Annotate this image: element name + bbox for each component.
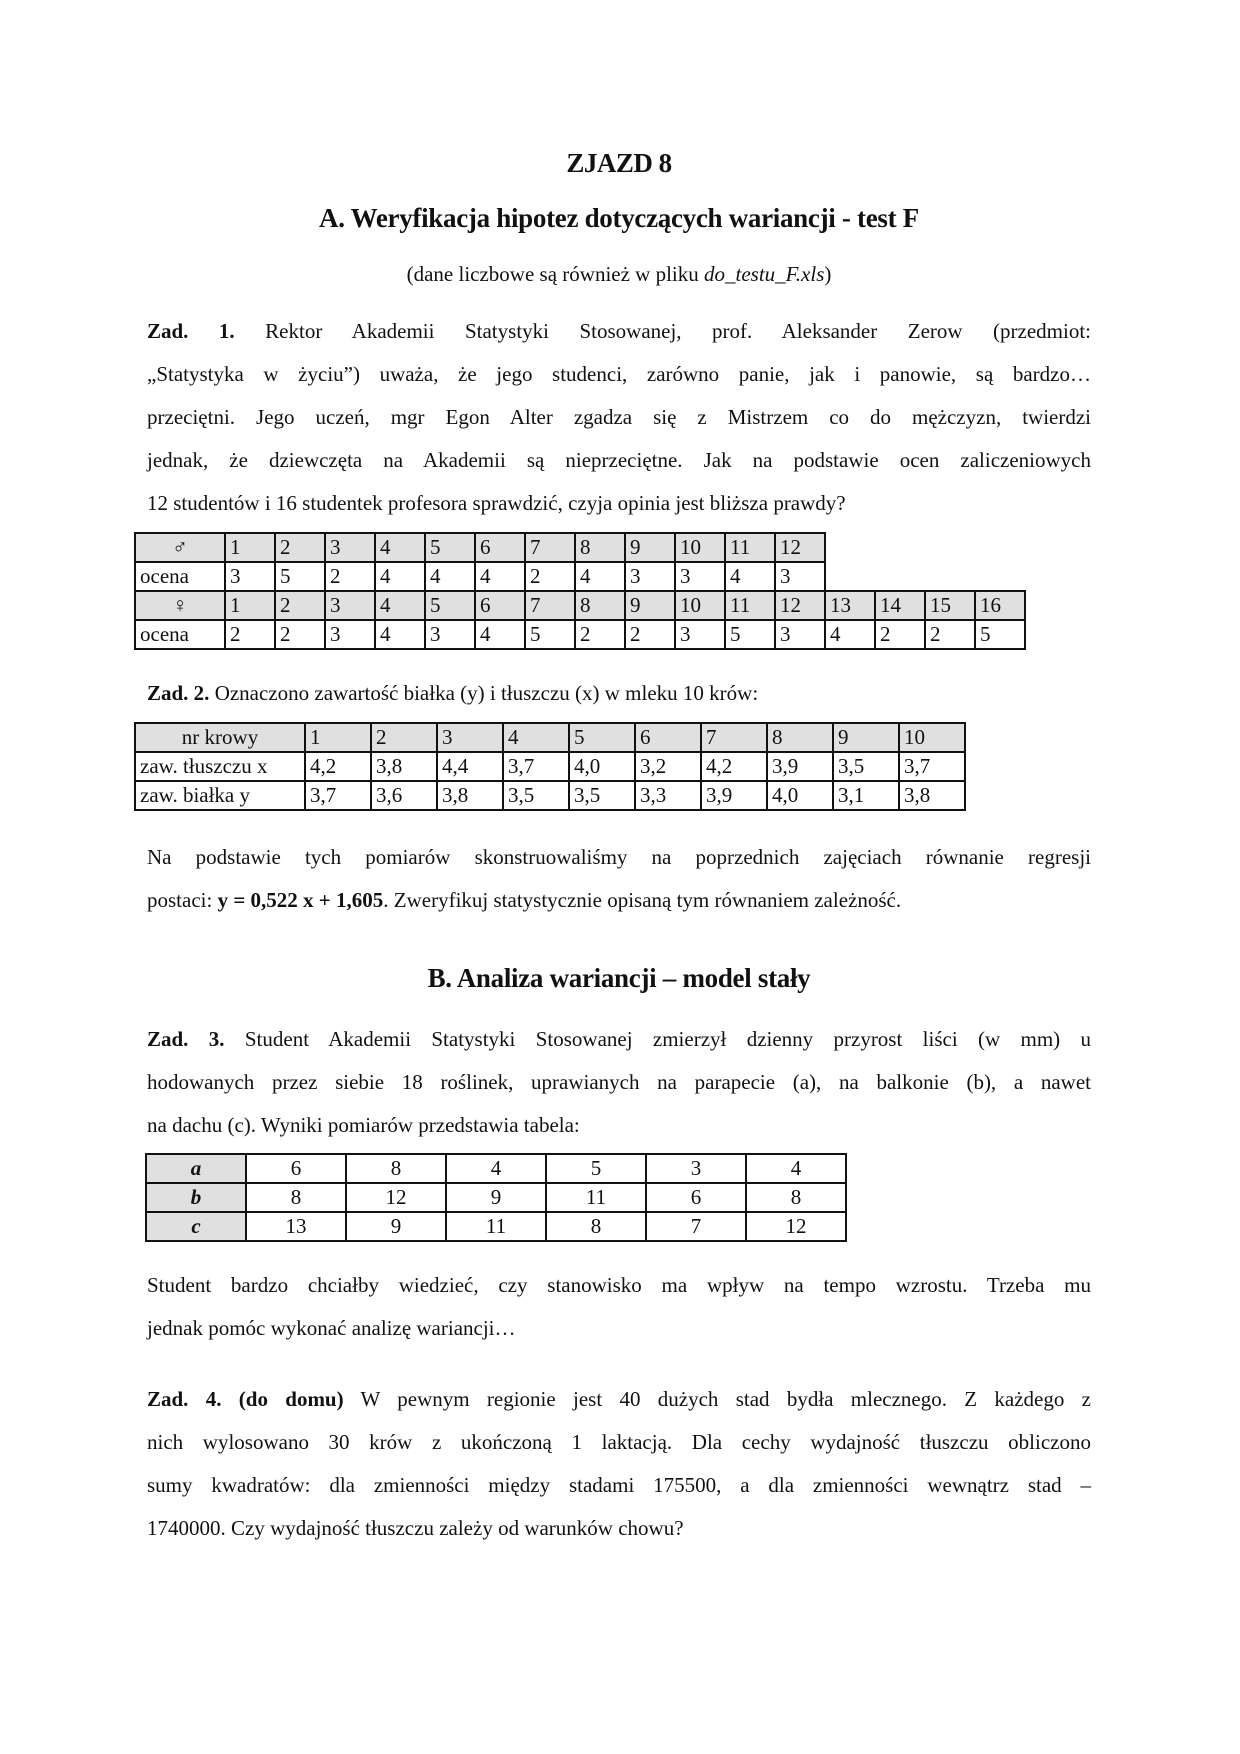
task3-label: Zad. 3. [147,1027,225,1051]
table-cell: 11 [725,591,775,620]
table-cell: 3,8 [899,781,965,810]
table-cell: 10 [675,533,725,562]
table-cell: 4,2 [305,752,371,781]
table-cell: 3,5 [833,752,899,781]
empty-cell [975,533,1025,562]
table-cell: 8 [575,591,625,620]
table-cell: 8 [767,723,833,752]
table-cell: 3 [325,533,375,562]
table-cell: 11 [725,533,775,562]
table-cell: 4 [475,620,525,649]
task4-text: Zad. 4. (do domu) W pewnym regionie jest 40 dużych stad bydła mlecznego. Z każdego z nich wylosowano 30 krów z ukończoną 1 laktacją. Dla cechy wydajność tłuszczu obliczono sumy kwadratów: dla zmienności między stadami 175500, a dla zmienności wewnątrz stad – 1740000. Czy wydajność tłuszczu zależy od warunków chowu? [147,1387,1091,1540]
section-b-heading: B. Analiza wariancji – model stały [427,963,811,993]
section-a-note: (dane liczbowe są również w pliku do_testu_F.xls) [406,262,832,286]
table-cell: 5 [975,620,1025,649]
task2-label: Zad. 2. [147,681,210,705]
table-cell: 3 [646,1154,746,1183]
table-cell: 2 [225,620,275,649]
table-cell: 2 [625,620,675,649]
table-cell: 3 [425,620,475,649]
empty-cell [975,562,1025,591]
table-cell: 7 [525,533,575,562]
task4-label: Zad. 4. (do domu) [147,1387,344,1411]
table-cell: 3 [625,562,675,591]
male-symbol-icon: ♂ [135,533,225,562]
table-cell: 2 [525,562,575,591]
table-cell: 3,8 [371,752,437,781]
table-cell: 3,7 [899,752,965,781]
table-row [135,620,1025,649]
empty-cell [925,533,975,562]
table-cell: 4 [446,1154,546,1183]
table-cell: 2 [371,723,437,752]
table-cell: 5 [425,533,475,562]
table-cell: 12 [775,533,825,562]
table-cell: 3,9 [767,752,833,781]
table-cell: 9 [446,1183,546,1212]
table-cell: 4 [375,620,425,649]
page-title: ZJAZD 8 [566,148,672,178]
table-cell: 8 [746,1183,846,1212]
table-cell: 5 [569,723,635,752]
table-cell: 3 [775,620,825,649]
table-row [135,591,1025,620]
table-cell: 12 [346,1183,446,1212]
table-cell: 3 [325,620,375,649]
table-row [135,752,965,781]
table-cell: 7 [525,591,575,620]
empty-cell [825,533,875,562]
row-label: zaw. białka y [135,781,305,810]
task3-after-text: Student bardzo chciałby wiedzieć, czy stanowisko ma wpływ na tempo wzrostu. Trzeba mu jednak pomóc wykonać analizę wariancji… [147,1273,1091,1340]
table-cell: 3 [675,562,725,591]
table-cell: 3,7 [503,752,569,781]
task3-text: Zad. 3. Student Akademii Statystyki Stosowanej zmierzył dzienny przyrost liści (w mm) u hodowanych przez siebie 18 roślinek, uprawianych na parapecie (a), na balkonie (b), a nawet na dachu (c). Wyniki pomiarów przedstawia tabela: [147,1027,1091,1137]
table-row [135,723,965,752]
grades-table [134,532,1026,650]
table-cell: 9 [625,591,675,620]
table-cell: 3,2 [635,752,701,781]
table-cell: 4 [375,562,425,591]
table-cell: 4 [425,562,475,591]
table-cell: 4,2 [701,752,767,781]
table-cell: 10 [899,723,965,752]
table-cell: 12 [746,1212,846,1241]
table-cell: 3,7 [305,781,371,810]
table-cell: 2 [275,620,325,649]
table-cell: 4,4 [437,752,503,781]
regression-equation: y = 0,522 x + 1,605 [217,888,384,912]
table-row [146,1154,846,1183]
row-label: zaw. tłuszczu x [135,752,305,781]
task1-text: Zad. 1. Rektor Akademii Statystyki Stosowanej, prof. Aleksander Zerow (przedmiot: „Statystyka w życiu”) uważa, że jego studenci, zarówno panie, jak i panowie, są bardzo… przeciętni. Jego uczeń, mgr Egon Alter zgadza się z Mistrzem co do mężczyzn, twierdzi jednak, że dziewczęta na Akademii są nieprzeciętne. Jak na podstawie ocen zaliczeniowych 12 studentów i 16 studentek profesora sprawdzić, czyja opinia jest bliższa prawdy? [147,319,1092,515]
table-cell: 6 [246,1154,346,1183]
table-cell: 9 [833,723,899,752]
table-cell: 11 [446,1212,546,1241]
row-label: c [146,1212,246,1241]
table-cell: 8 [246,1183,346,1212]
cows-table [134,722,966,811]
table-cell: 13 [825,591,875,620]
table-cell: 10 [675,591,725,620]
table-cell: 1 [305,723,371,752]
table-cell: 3 [325,591,375,620]
table-cell: 6 [646,1183,746,1212]
table-cell: 13 [246,1212,346,1241]
table-cell: 5 [525,620,575,649]
empty-cell [825,562,875,591]
table-cell: 3,5 [503,781,569,810]
table-cell: 4 [375,591,425,620]
empty-cell [875,562,925,591]
table-cell: 3,1 [833,781,899,810]
table-cell: 4 [375,533,425,562]
female-symbol-icon: ♀ [135,591,225,620]
table-row [135,533,1025,562]
row-label: ocena [135,562,225,591]
table-row [135,562,1025,591]
table-cell: 3 [225,562,275,591]
table-cell: 11 [546,1183,646,1212]
table-cell: 4,0 [569,752,635,781]
table-cell: 9 [346,1212,446,1241]
table-cell: 4 [725,562,775,591]
table-cell: 16 [975,591,1025,620]
table-cell: 2 [275,591,325,620]
table-cell: 2 [575,620,625,649]
empty-cell [925,562,975,591]
section-a-heading: A. Weryfikacja hipotez dotyczących wariancji - test F [319,203,919,233]
table-row [135,781,965,810]
table-cell: 2 [325,562,375,591]
table-cell: 7 [701,723,767,752]
table-cell: 3,3 [635,781,701,810]
table-cell: 5 [725,620,775,649]
table-cell: 1 [225,591,275,620]
row-label: ocena [135,620,225,649]
table-cell: 9 [625,533,675,562]
table-cell: 4 [475,562,525,591]
table-cell: 2 [875,620,925,649]
table-cell: 4 [575,562,625,591]
row-label: nr krowy [135,723,305,752]
row-label: a [146,1154,246,1183]
table-cell: 14 [875,591,925,620]
table-cell: 2 [275,533,325,562]
table-row [146,1183,846,1212]
table-cell: 3 [437,723,503,752]
table-cell: 3 [775,562,825,591]
table-cell: 6 [475,591,525,620]
task1-label: Zad. 1. [147,319,235,343]
row-label: b [146,1183,246,1212]
file-name: do_testu_F.xls [704,262,825,286]
table-cell: 8 [546,1212,646,1241]
table-cell: 8 [346,1154,446,1183]
table-row [146,1212,846,1241]
table-cell: 1 [225,533,275,562]
task2-intro: Zad. 2. Oznaczono zawartość białka (y) i tłuszczu (x) w mleku 10 krów: [147,681,759,705]
table-cell: 3,6 [371,781,437,810]
table-cell: 3 [675,620,725,649]
task2-text: Na podstawie tych pomiarów skonstruowaliśmy na poprzednich zajęciach równanie regresji postaci: y = 0,522 x + 1,605. Zweryfikuj statystycznie opisaną tym równaniem zależność. [147,845,1091,912]
table-cell: 12 [775,591,825,620]
table-cell: 15 [925,591,975,620]
table-cell: 7 [646,1212,746,1241]
table-cell: 8 [575,533,625,562]
table-cell: 2 [925,620,975,649]
table-cell: 5 [425,591,475,620]
table-cell: 6 [635,723,701,752]
table-cell: 4,0 [767,781,833,810]
table-cell: 3,8 [437,781,503,810]
table-cell: 4 [746,1154,846,1183]
table-cell: 4 [503,723,569,752]
table-cell: 6 [475,533,525,562]
table-cell: 3,5 [569,781,635,810]
table-cell: 4 [825,620,875,649]
table-cell: 5 [546,1154,646,1183]
table-cell: 3,9 [701,781,767,810]
growth-table [145,1153,847,1242]
table-cell: 5 [275,562,325,591]
empty-cell [875,533,925,562]
